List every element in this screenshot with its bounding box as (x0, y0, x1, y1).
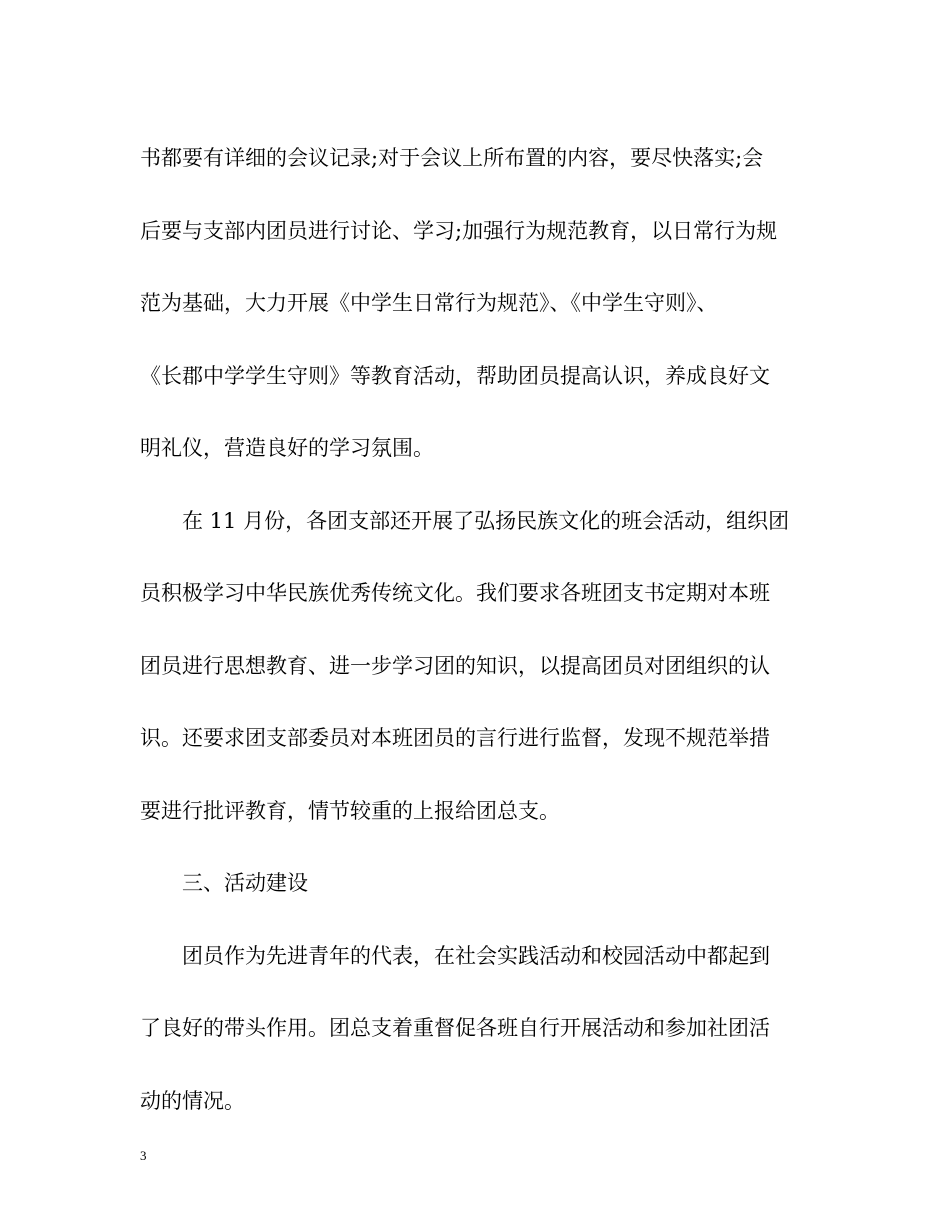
text-line: 明礼仪，营造良好的学习氛围。 (140, 436, 434, 460)
section-heading: 三、活动建设 (182, 871, 308, 895)
text-line: 在 11 月份，各团支部还开展了弘扬民族文化的班会活动，组织团 (182, 508, 790, 533)
text-line: 书都要有详细的会议记录;对于会议上所布置的内容，要尽快落实;会 (140, 146, 764, 170)
page-number: 3 (140, 1148, 147, 1163)
text-line: 识。还要求团支部委员对本班团员的言行进行监督，发现不规范举措 (140, 726, 770, 750)
text-line: 要进行批评教育，情节较重的上报给团总支。 (140, 798, 560, 823)
text-line: 团员作为先进青年的代表，在社会实践活动和校园活动中都起到 (182, 943, 770, 968)
text-line: 团员进行思想教育、进一步学习团的知识，以提高团员对团组织的认 (140, 653, 770, 678)
text-line: 员积极学习中华民族优秀传统文化。我们要求各班团支书定期对本班 (140, 581, 770, 605)
text-line: 动的情况。 (140, 1088, 245, 1113)
document-body (140, 138, 810, 1153)
text-line: 《长郡中学学生守则》等教育活动，帮助团员提高认识，养成良好文 (140, 363, 770, 388)
text-line: 了良好的带头作用。团总支着重督促各班自行开展活动和参加社团活 (140, 1016, 770, 1040)
text-line: 范为基础，大力开展《中学生日常行为规范》、《中学生守则》、 (140, 291, 718, 315)
text-line: 后要与支部内团员进行讨论、学习;加强行为规范教育，以日常行为规 (140, 218, 778, 243)
